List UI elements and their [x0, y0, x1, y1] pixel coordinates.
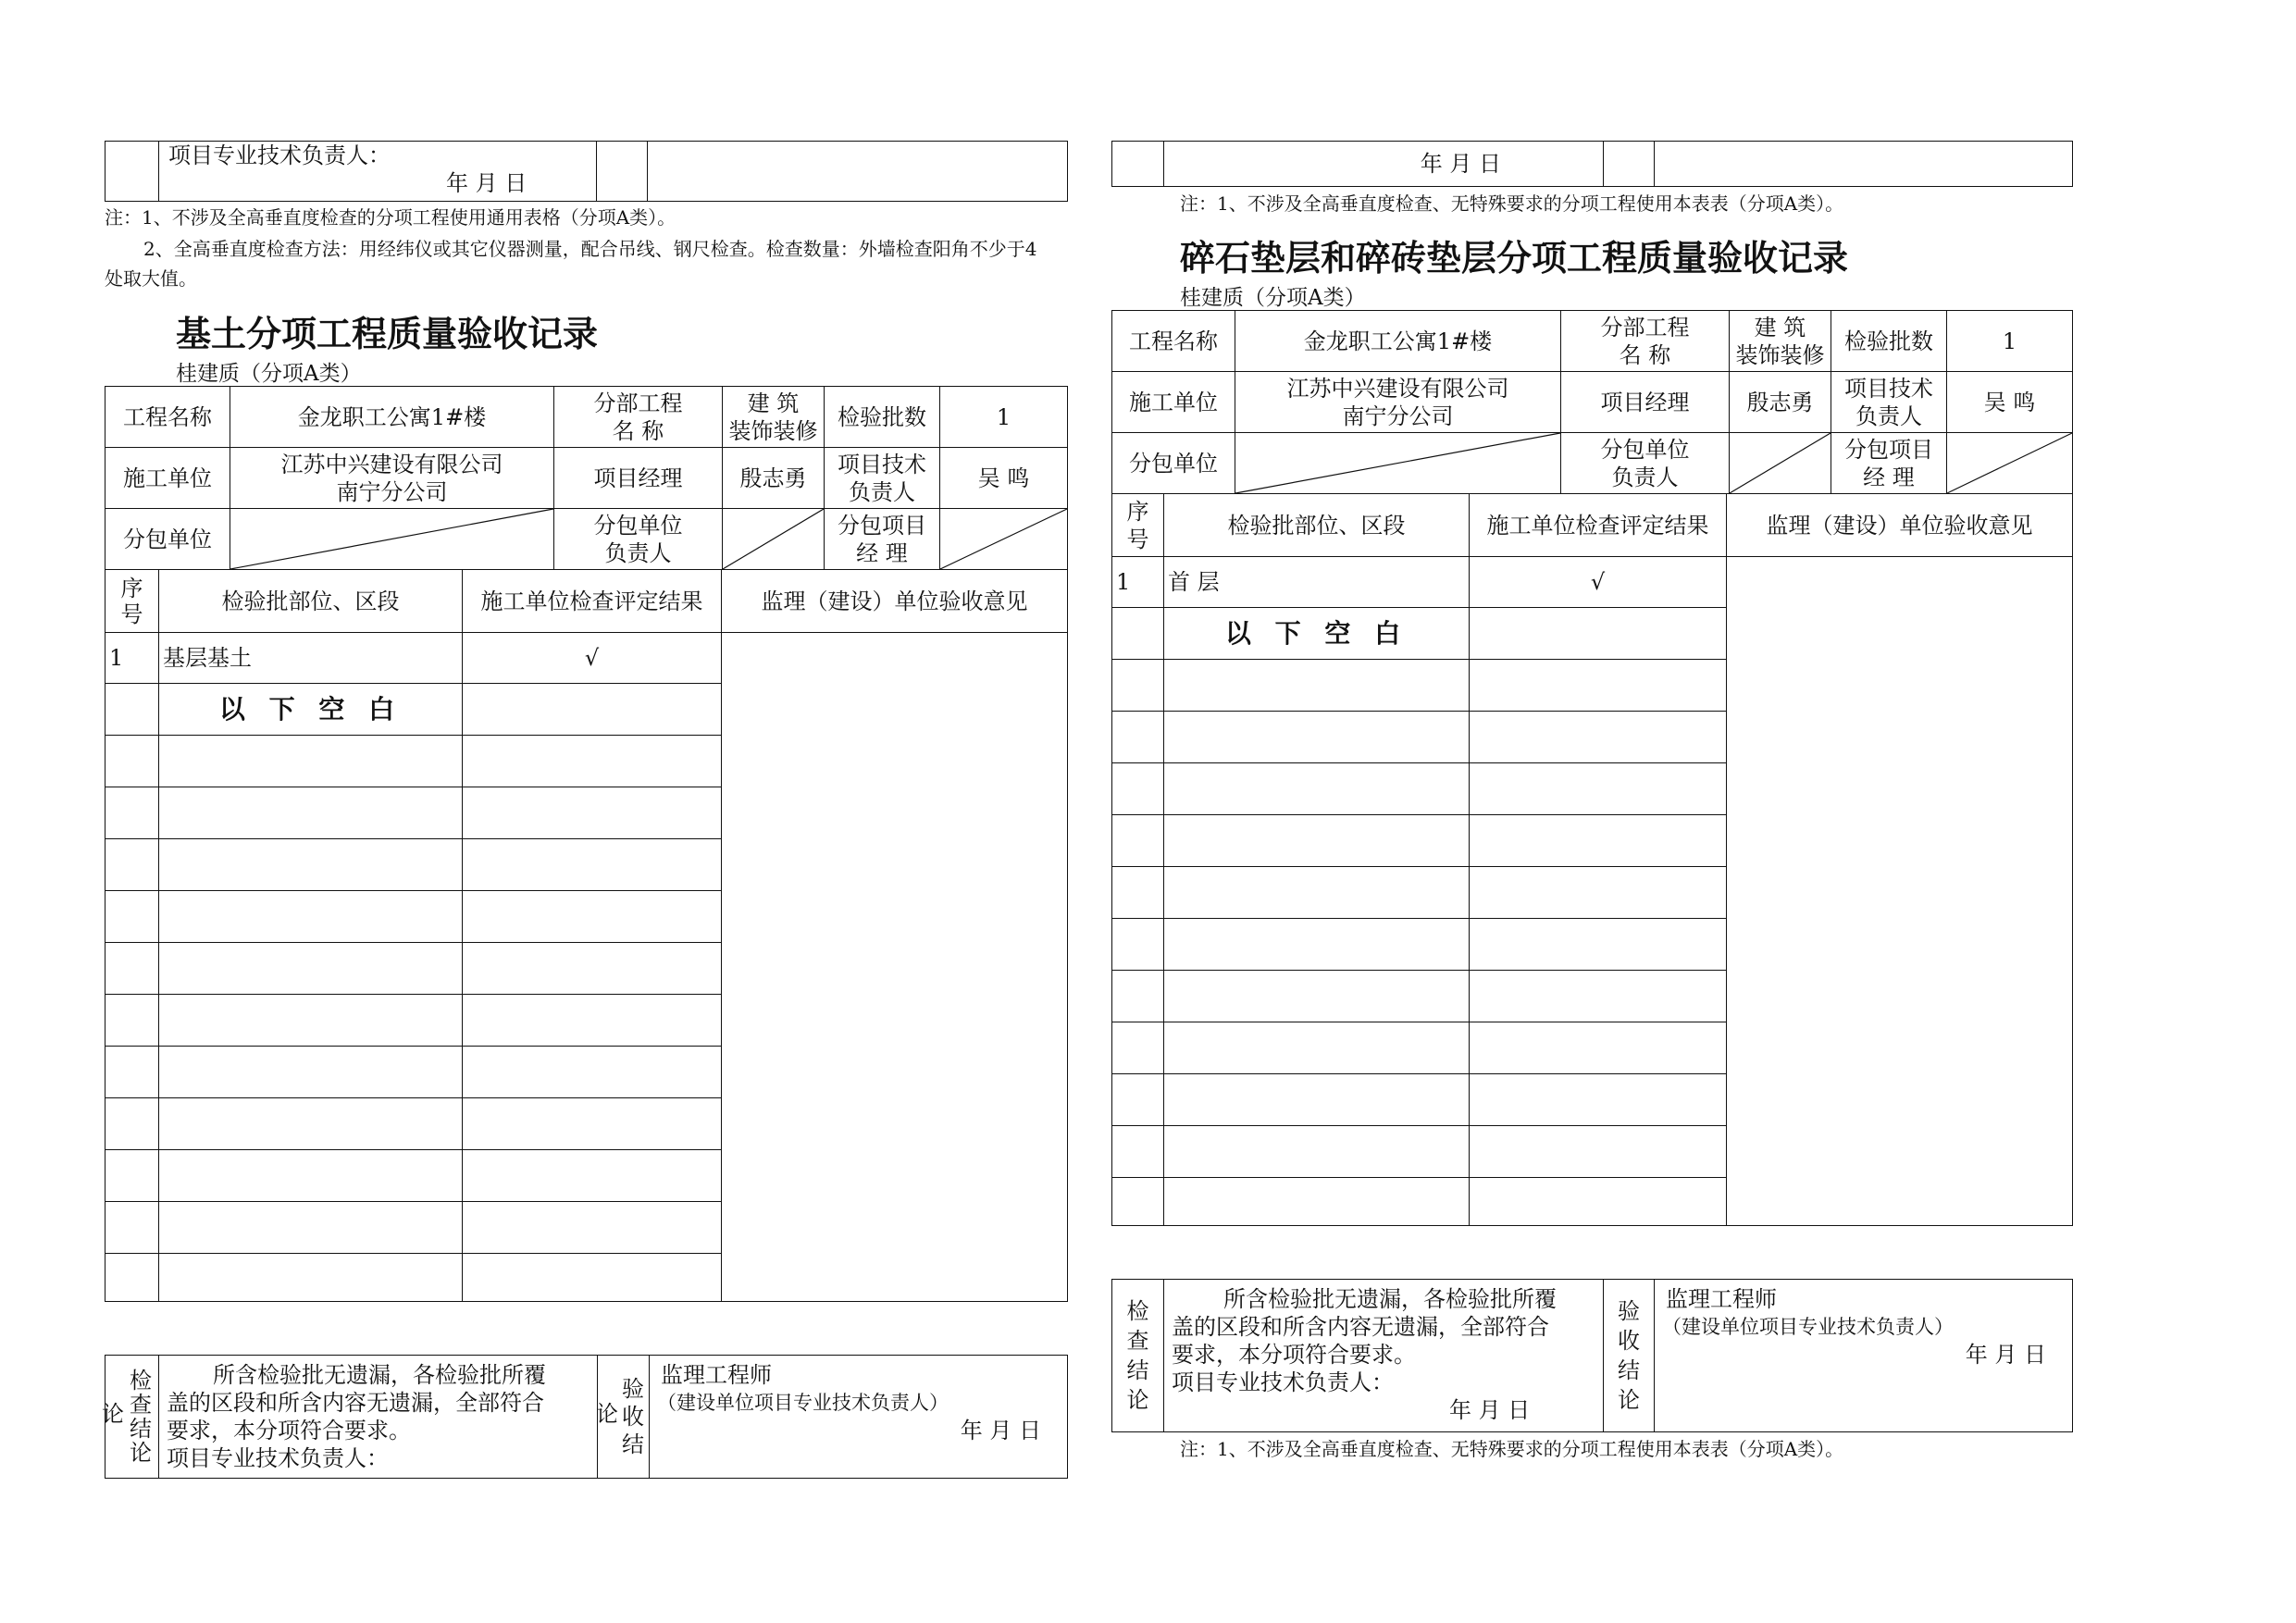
diagonal-line [1947, 433, 2072, 493]
right-bottom-note: 注：1、不涉及全高垂直度检查、无特殊要求的分项工程使用本表表（分项A类）。 [1180, 1438, 1844, 1460]
check-text-line4: 项目专业技术负责人： [167, 1445, 389, 1471]
form-left-body-table [105, 569, 1068, 1302]
form-right-subtitle: 桂建质（分项A类） [1180, 286, 1366, 310]
sub-pm-empty [1947, 433, 2073, 494]
diagonal-line [1235, 433, 1560, 493]
accept-date: 年 月 日 [1965, 1342, 2046, 1368]
accept-date: 年 月 日 [960, 1418, 1041, 1443]
sub-lead-empty [723, 509, 825, 570]
batch-label: 检验批数 [825, 387, 940, 448]
col-opinion: 监理（建设）单位验收意见 [1727, 494, 2073, 557]
sub-label: 分包单位 [105, 509, 230, 570]
tech-lead-label-line1: 项目技术 [838, 451, 926, 477]
check-conclusion-text [159, 1356, 598, 1479]
row1-result: √ [1470, 557, 1727, 608]
row1-no: 1 [105, 633, 159, 684]
check-label: 检查结论 [130, 1368, 152, 1466]
form-right-header-table [1111, 310, 2073, 494]
left-note-3: 处取大值。 [105, 267, 197, 290]
sub-lead-label-line2: 负责人 [1611, 464, 1679, 490]
row1-result: √ [463, 633, 722, 684]
check-text-line3: 要求，本分项符合要求。 [1172, 1342, 1416, 1368]
tech-lead-name: 吴 鸣 [940, 448, 1068, 509]
project-name: 金龙职工公寓1#楼 [1235, 311, 1561, 372]
sub-pm-label-line2: 经 理 [856, 539, 908, 566]
form-left-title: 基土分项工程质量验收记录 [176, 313, 599, 354]
diagonal-line [723, 509, 824, 569]
row1-part: 基层基土 [159, 633, 463, 684]
division-label-line2: 名 称 [1619, 341, 1671, 368]
check-text-line1: 所含检验批无遗漏，各检验批所覆 [213, 1362, 546, 1388]
col-result: 施工单位检查评定结果 [463, 570, 722, 633]
contractor-line1: 江苏中兴建设有限公司 [1286, 375, 1509, 402]
check-label: 检查结论 [1126, 1298, 1149, 1413]
check-lun-char: 论 [102, 1401, 124, 1427]
col-no-line2: 号 [120, 601, 143, 627]
check-text-line4: 项目专业技术负责人： [1172, 1369, 1394, 1395]
right-top-signoff-table [1111, 141, 2073, 187]
right-top-note: 注：1、不涉及全高垂直度检查、无特殊要求的分项工程使用本表表（分项A类）。 [1180, 192, 1844, 215]
sub-unit-empty [230, 509, 554, 570]
col-opinion: 监理（建设）单位验收意见 [722, 570, 1068, 633]
check-text-line3: 要求，本分项符合要求。 [167, 1418, 411, 1443]
contractor-label: 施工单位 [105, 448, 230, 509]
tech-lead-label-line2: 负责人 [849, 478, 915, 505]
tech-lead-label-line2: 负责人 [1855, 403, 1922, 429]
tech-lead-name: 吴 鸣 [1947, 372, 2073, 433]
sub-unit-empty [1235, 433, 1561, 494]
sub-pm-empty [940, 509, 1068, 570]
sub-pm-label-line1: 分包项目 [1844, 436, 1933, 463]
diagonal-line [1730, 433, 1831, 493]
project-name-label: 工程名称 [105, 387, 230, 448]
division-label-line2: 名 称 [612, 417, 664, 444]
sub-lead-label-line2: 负责人 [604, 539, 672, 566]
form-left-conclusion-table [102, 1355, 1068, 1479]
sub-pm-label-line2: 经 理 [1863, 464, 1915, 490]
pm-label: 项目经理 [1561, 372, 1730, 433]
col-no-line1: 序 [120, 575, 143, 601]
accept-label: 验收结论 [1618, 1298, 1640, 1413]
sub-lead-empty [1730, 433, 1831, 494]
batch-label: 检验批数 [1831, 311, 1947, 372]
project-name-label: 工程名称 [1112, 311, 1235, 372]
form-left-subtitle: 桂建质（分项A类） [176, 362, 362, 386]
accept-lun-char: 论 [596, 1401, 618, 1427]
tech-leader-label: 项目专业技术负责人： [168, 142, 391, 168]
blank-marker: 以 下 空 白 [1164, 608, 1470, 660]
col-no-line1: 序 [1126, 498, 1149, 525]
supervisor-note: （建设单位项目专业技术负责人） [657, 1392, 949, 1414]
division-label-line1: 分部工程 [1600, 314, 1690, 341]
form-right-conclusion-table [1111, 1279, 2073, 1432]
left-top-signoff-table [105, 141, 1068, 202]
blank-marker: 以 下 空 白 [159, 684, 463, 736]
division-label-line1: 分部工程 [593, 390, 683, 416]
check-text-line2: 盖的区段和所含内容无遗漏，全部符合 [1172, 1314, 1549, 1340]
signoff-date: 年 月 日 [446, 170, 527, 196]
check-conclusion-text [1164, 1280, 1604, 1432]
row1-no: 1 [1112, 557, 1164, 608]
supervisor-label: 监理工程师 [661, 1362, 772, 1388]
contractor-line2: 南宁分公司 [1342, 403, 1454, 429]
accept-label: 验收结 [622, 1376, 644, 1457]
pm-name: 殷志勇 [1730, 372, 1831, 433]
batch-count: 1 [940, 387, 1068, 448]
opinion-cell [722, 633, 1068, 1302]
tech-lead-label-line1: 项目技术 [1844, 375, 1933, 402]
row1-part: 首 层 [1164, 557, 1470, 608]
col-part: 检验批部位、区段 [1164, 494, 1470, 557]
division-line1: 建 筑 [747, 390, 800, 416]
division-line2: 装饰装修 [728, 417, 818, 444]
supervisor-label: 监理工程师 [1666, 1286, 1777, 1312]
division-line2: 装饰装修 [1735, 341, 1825, 368]
project-name: 金龙职工公寓1#楼 [230, 387, 554, 448]
contractor-line1: 江苏中兴建设有限公司 [280, 451, 503, 477]
batch-count: 1 [1947, 311, 2073, 372]
pm-name: 殷志勇 [723, 448, 825, 509]
pm-label: 项目经理 [554, 448, 723, 509]
diagonal-line [940, 509, 1067, 569]
sub-pm-label-line1: 分包项目 [838, 512, 926, 539]
check-text-line2: 盖的区段和所含内容无遗漏，全部符合 [167, 1390, 544, 1416]
division-line1: 建 筑 [1754, 314, 1806, 341]
opinion-cell [1727, 557, 2073, 1226]
contractor-label: 施工单位 [1112, 372, 1235, 433]
left-note-1: 注：1、不涉及全高垂直度检查的分项工程使用通用表格（分项A类）。 [105, 206, 676, 229]
sub-lead-label-line1: 分包单位 [593, 512, 683, 539]
contractor-line2: 南宁分公司 [336, 478, 448, 505]
form-right-title: 碎石垫层和碎砖垫层分项工程质量验收记录 [1180, 237, 1849, 279]
sub-label: 分包单位 [1112, 433, 1235, 494]
supervisor-note: （建设单位项目专业技术负责人） [1662, 1316, 1954, 1338]
form-left-header-table [105, 386, 1068, 570]
sub-lead-label-line1: 分包单位 [1600, 436, 1690, 463]
left-note-2: 2、全高垂直度检查方法：用经纬仪或其它仪器测量，配合吊线、钢尺检查。检查数量：外墙检查阳角不少于4 [143, 238, 1037, 260]
col-part: 检验批部位、区段 [159, 570, 463, 633]
check-date: 年 月 日 [1449, 1397, 1531, 1423]
check-text-line1: 所含检验批无遗漏，各检验批所覆 [1223, 1286, 1557, 1312]
right-top-date: 年 月 日 [1420, 151, 1501, 177]
col-no-line2: 号 [1126, 526, 1149, 552]
form-right-body-table [1111, 493, 2073, 1226]
diagonal-line [230, 509, 553, 569]
col-result: 施工单位检查评定结果 [1470, 494, 1727, 557]
